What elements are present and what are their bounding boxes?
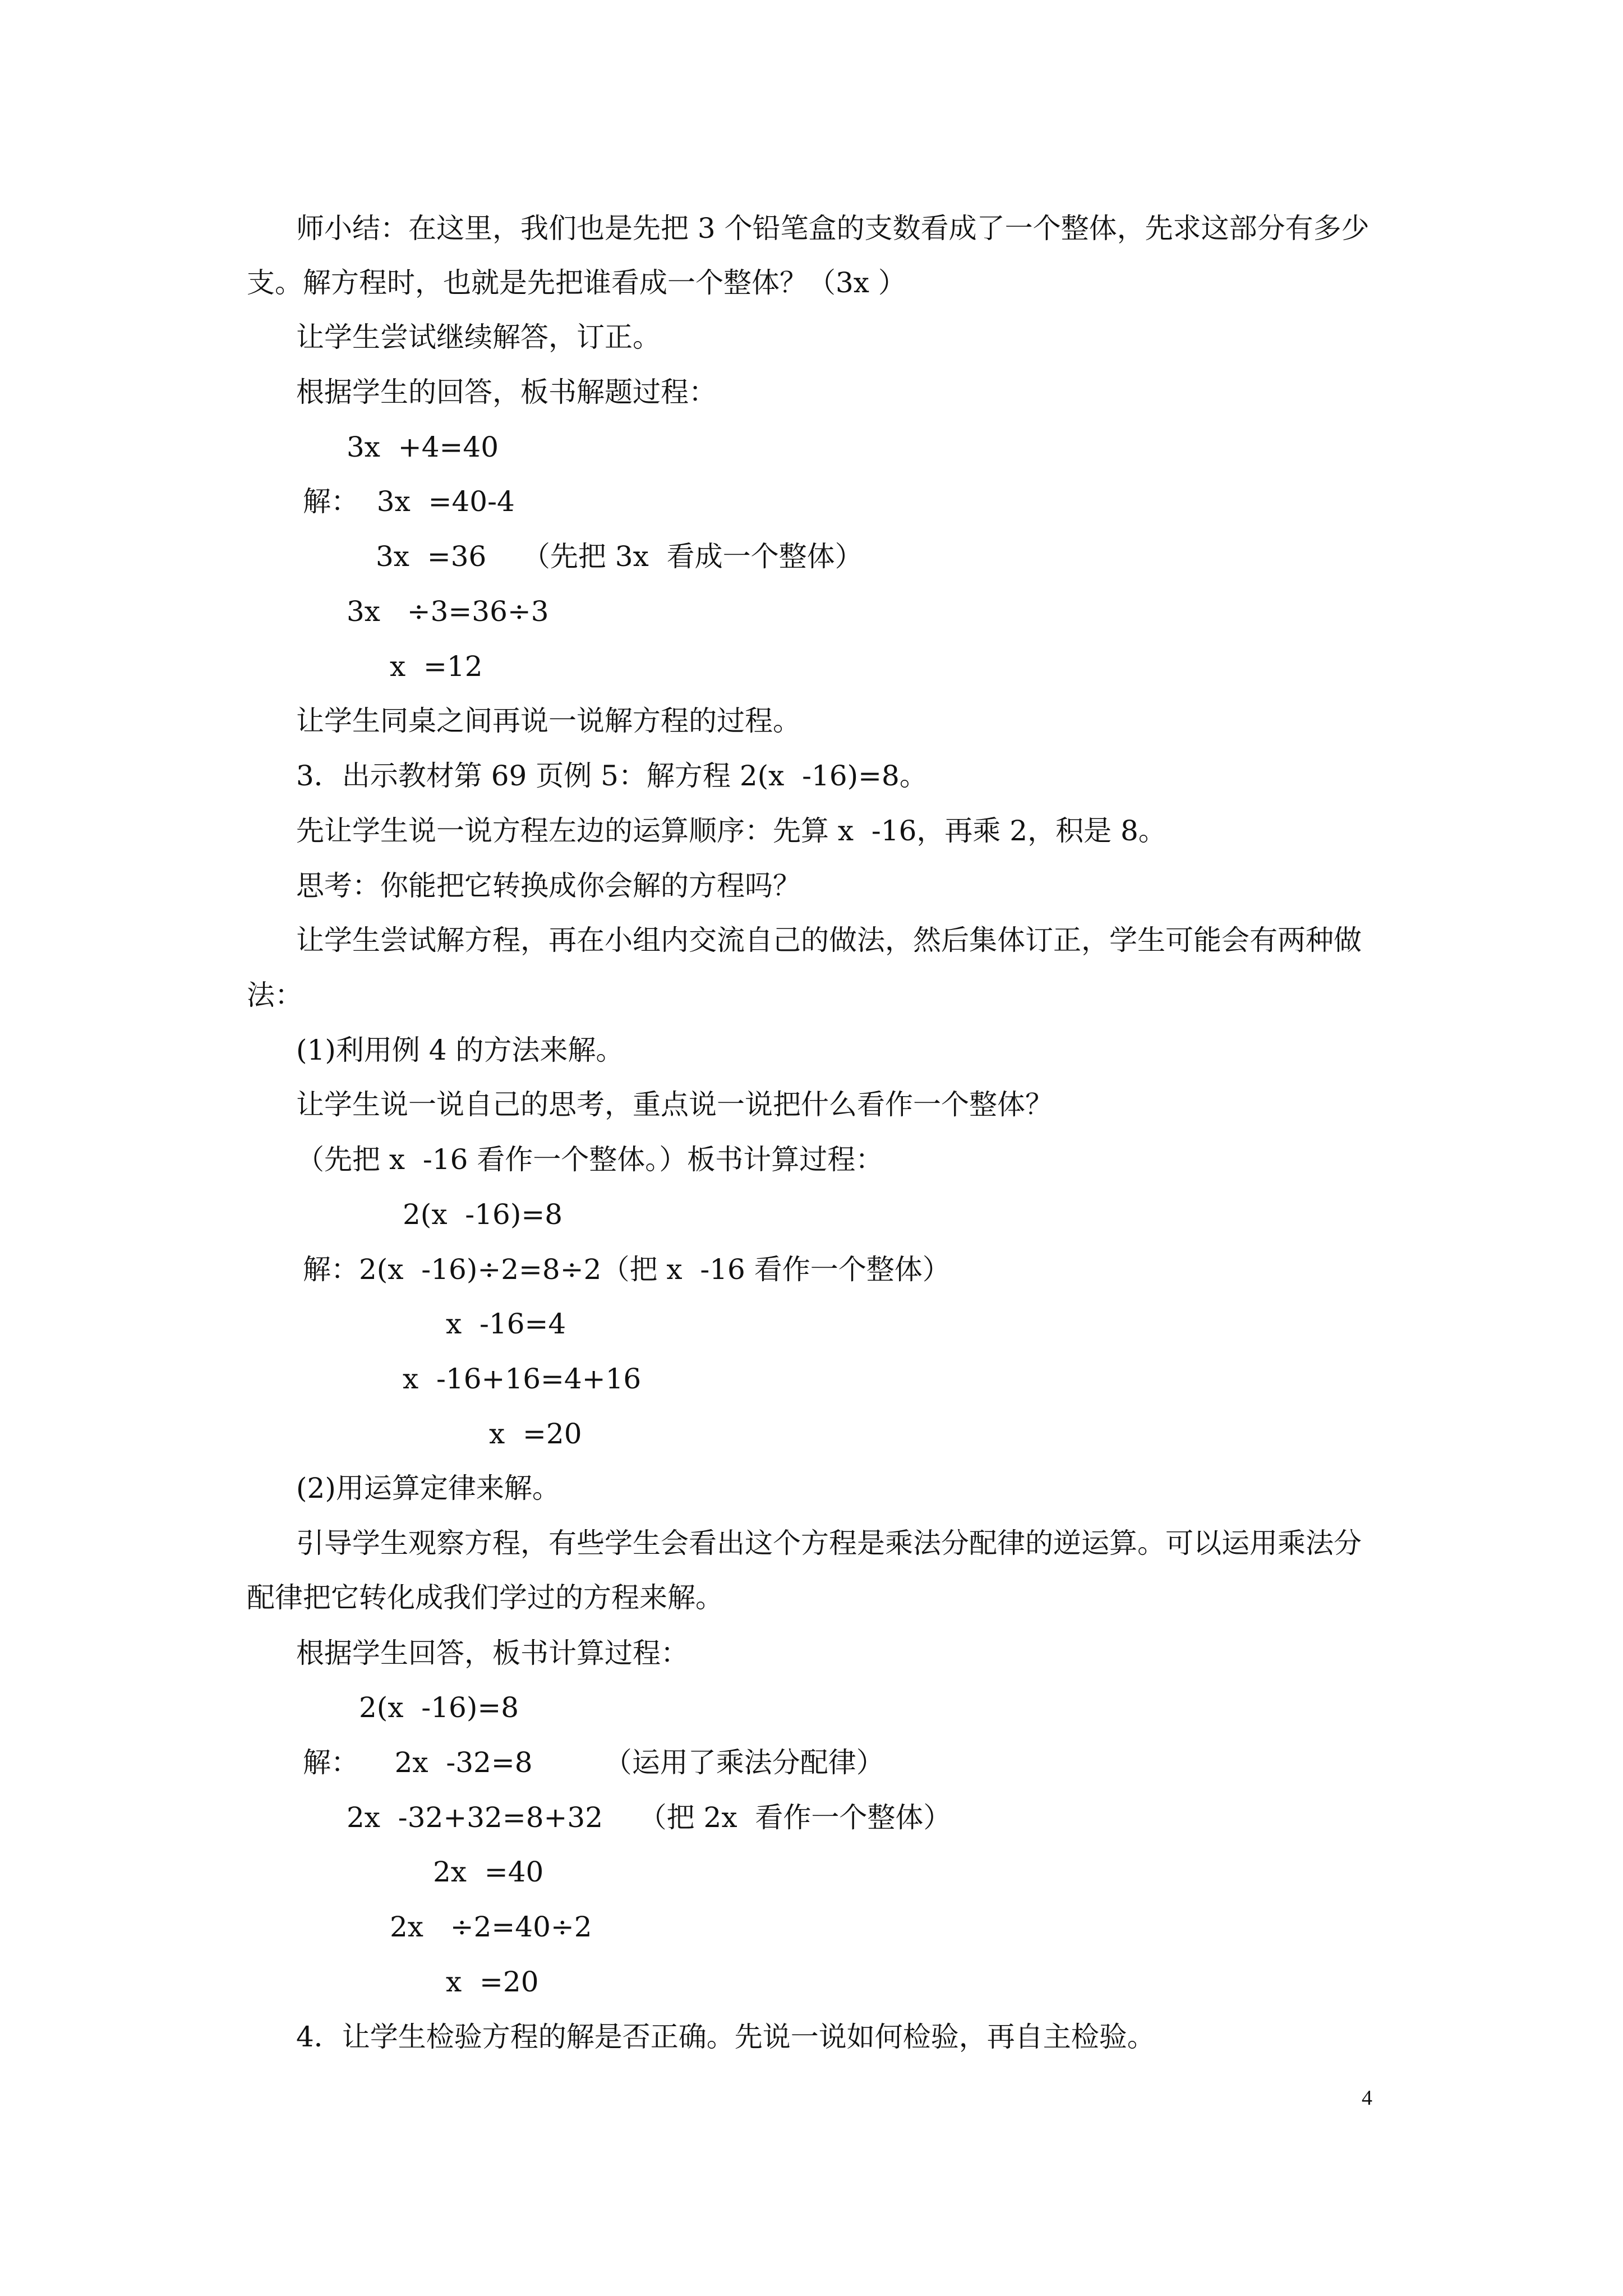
equation-line: 3x =36 （先把 3x 看成一个整体） bbox=[376, 540, 863, 573]
equation-line: x -16+16=4+16 bbox=[403, 1363, 642, 1395]
equation-line: 2x ÷2=40÷2 bbox=[390, 1911, 592, 1943]
equation-line: 解： 3x =40-4 bbox=[303, 485, 515, 518]
equation-line: 3x +4=40 bbox=[347, 431, 499, 463]
text-line: 根据学生的回答，板书解题过程： bbox=[296, 376, 717, 408]
equation-line: 2x =40 bbox=[433, 1856, 544, 1888]
equation-line: 2(x -16)=8 bbox=[359, 1691, 519, 1724]
equation-line: 解： 2x -32=8 （运用了乘法分配律） bbox=[303, 1746, 884, 1779]
equation-line: 3x ÷3=36÷3 bbox=[347, 595, 549, 628]
text-line: 师小结：在这里，我们也是先把 3 个铅笔盒的支数看成了一个整体，先求这部分有多少 bbox=[296, 212, 1370, 245]
text-line: 让学生说一说自己的思考，重点说一说把什么看作一个整体？ bbox=[296, 1088, 1053, 1121]
text-line: 4．让学生检验方程的解是否正确。先说一说如何检验，再自主检验。 bbox=[296, 2021, 1155, 2053]
text-line: 配律把它转化成我们学过的方程来解。 bbox=[247, 1581, 723, 1614]
text-line: 法： bbox=[247, 979, 303, 1011]
equation-line: x =20 bbox=[446, 1966, 539, 1998]
equation-line: x -16=4 bbox=[446, 1308, 566, 1340]
equation-line: x =20 bbox=[489, 1418, 582, 1450]
page-number: 4 bbox=[1362, 2086, 1372, 2110]
equation-line: x =12 bbox=[390, 650, 483, 683]
text-line: (1)利用例 4 的方法来解。 bbox=[296, 1034, 624, 1066]
text-line: 3．出示教材第 69 页例 5：解方程 2(x -16)=8。 bbox=[296, 760, 928, 792]
text-line: （先把 x -16 看作一个整体。）板书计算过程： bbox=[296, 1143, 884, 1176]
text-line: 让学生同桌之间再说一说解方程的过程。 bbox=[296, 705, 801, 737]
text-line: (2)用运算定律来解。 bbox=[296, 1472, 560, 1504]
text-line: 思考：你能把它转换成你会解的方程吗？ bbox=[296, 869, 801, 902]
equation-line: 解：2(x -16)÷2=8÷2（把 x -16 看作一个整体） bbox=[303, 1253, 951, 1286]
text-line: 先让学生说一说方程左边的运算顺序：先算 x -16，再乘 2，积是 8。 bbox=[296, 815, 1166, 847]
text-line: 支。解方程时，也就是先把谁看成一个整体？（3x ） bbox=[247, 266, 906, 299]
equation-line: 2x -32+32=8+32 （把 2x 看作一个整体） bbox=[347, 1801, 952, 1834]
equation-line: 2(x -16)=8 bbox=[403, 1198, 563, 1231]
text-line: 引导学生观察方程，有些学生会看出这个方程是乘法分配律的逆运算。可以运用乘法分 bbox=[296, 1527, 1362, 1559]
text-line: 根据学生回答，板书计算过程： bbox=[296, 1637, 689, 1669]
text-line: 让学生尝试解方程，再在小组内交流自己的做法，然后集体订正，学生可能会有两种做 bbox=[296, 924, 1362, 956]
text-line: 让学生尝试继续解答，订正。 bbox=[296, 321, 661, 353]
